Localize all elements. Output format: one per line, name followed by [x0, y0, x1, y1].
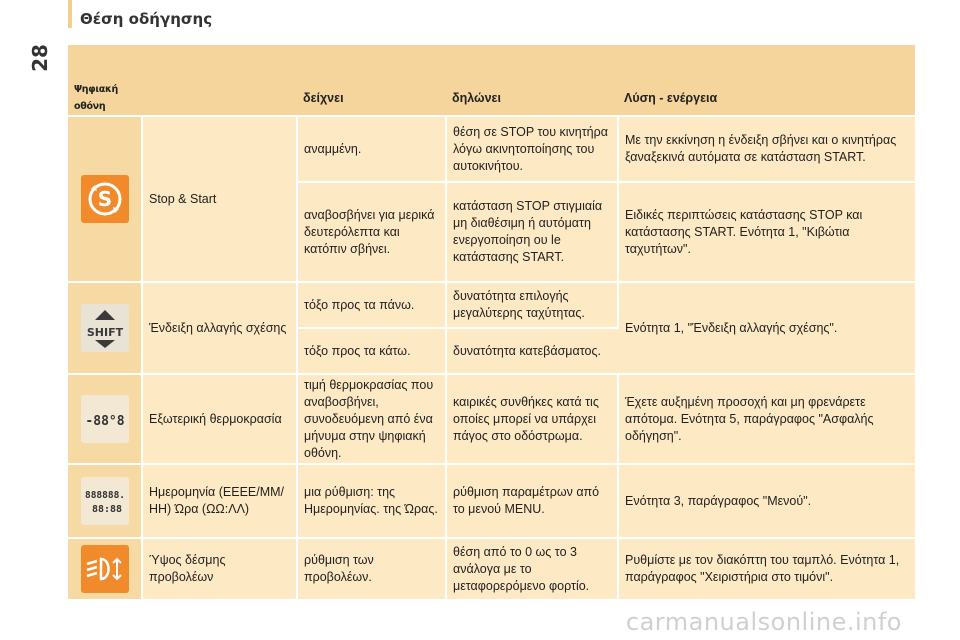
page-edge-marker [68, 0, 72, 28]
solution-cell: Έχετε αυξημένη προσοχή και μη φρενάρετε απότομα. Ενότητα 5, παράγραφος "Ασφαλής οδήγηση". [618, 374, 915, 464]
indicator-table [68, 81, 915, 601]
solution-cell: Ενότητα 1, "Ένδειξη αλλαγής σχέσης". [618, 282, 915, 374]
svg-text:-88°8: -88°8 [84, 414, 125, 429]
date-time-icon [81, 477, 129, 525]
header-means: δηλώνει [446, 81, 618, 116]
page-number: 28 [28, 44, 52, 72]
means-cell: καιρικές συνθήκες κατά τις οποίες μπορεί να υπάρχει πάγος στο οδόστρωμα. [446, 374, 618, 464]
shift-indicator-icon [81, 304, 129, 352]
icon-cell [68, 116, 142, 282]
means-cell: θέση από το 0 ως το 3 ανάλογα με το μεταφορερόμενο φορτίο. [446, 538, 618, 600]
table-row [68, 282, 915, 328]
icon-cell [68, 374, 142, 464]
header-screen: Ψηφιακή οθόνη [68, 81, 142, 116]
shows-cell: αναμμένη. [297, 116, 446, 182]
row-label: Ημερομηνία (ΕΕΕΕ/ΜΜ/ΗΗ) Ώρα (ΩΩ:ΛΛ) [142, 464, 297, 538]
header-indicator [142, 81, 297, 116]
row-label: Stop & Start [142, 116, 297, 282]
table-top-band [68, 45, 915, 81]
solution-cell: Ενότητα 3, παράγραφος "Μενού". [618, 464, 915, 538]
means-cell: κατάσταση STOP στιγμιαία μη διαθέσιμη ή αυτόματη ενεργοποίηση ου le κατάστασης START. [446, 182, 618, 282]
table-header-row [68, 81, 915, 116]
table-row [68, 538, 915, 600]
solution-cell: Ειδικές περιπτώσεις κατάστασης STOP και κατάστασης START. Ενότητα 1, "Κιβώτια ταχυτήτων". [618, 182, 915, 282]
means-cell: ρύθμιση παραμέτρων από το μενού MENU. [446, 464, 618, 538]
header-solution: Λύση - ενέργεια [618, 81, 915, 116]
shows-cell: μια ρύθμιση: της Ημερομηνίας. της Ώρας. [297, 464, 446, 538]
stop-start-icon [81, 175, 129, 223]
means-cell: θέση σε STOP του κινητήρα λόγω ακινητοποίησης του αυτοκινήτου. [446, 116, 618, 182]
section-title: Θέση οδήγησης [80, 10, 213, 28]
means-cell: δυνατότητα επιλογής μεγαλύτερης ταχύτητας. [446, 282, 618, 328]
table-row [68, 374, 915, 464]
means-cell: δυνατότητα κατεβάσματος. [446, 328, 618, 374]
headlamp-levelling-icon [81, 545, 129, 593]
svg-text:SHIFT: SHIFT [86, 326, 123, 339]
svg-text:888888.: 888888. [84, 490, 125, 501]
shows-cell: αναβοσβήνει για μερικά δευτερόλεπτα και κατόπιν σβήνει. [297, 182, 446, 282]
shows-cell: τόξο προς τα κάτω. [297, 328, 446, 374]
solution-cell: Με την εκκίνηση η ένδειξη σβήνει και ο κινητήρας ξαναξεκινά αυτόματα σε κατάσταση START. [618, 116, 915, 182]
svg-text:S: S [97, 187, 112, 211]
svg-text:88:88: 88:88 [91, 504, 122, 515]
row-label: Εξωτερική θερμοκρασία [142, 374, 297, 464]
icon-cell [68, 464, 142, 538]
outside-temperature-icon [81, 395, 129, 443]
row-label: Ένδειξη αλλαγής σχέσης [142, 282, 297, 374]
row-label: Ύψος δέσμης προβολέων [142, 538, 297, 600]
watermark: carmanualsonline.info [625, 608, 902, 636]
shows-cell: τιμή θερμοκρασίας που αναβοσβήνει, συνοδευόμενη από ένα μήνυμα στην ψηφιακή οθόνη. [297, 374, 446, 464]
shows-cell: ρύθμιση των προβολέων. [297, 538, 446, 600]
shows-cell: τόξο προς τα πάνω. [297, 282, 446, 328]
table-row [68, 464, 915, 538]
solution-cell: Ρυθμίστε με τον διακόπτη του ταμπλό. Ενότητα 1, παράγραφος "Χειριστήρια στο τιμόνι". [618, 538, 915, 600]
icon-cell [68, 282, 142, 374]
icon-cell [68, 538, 142, 600]
header-shows: δείχνει [297, 81, 446, 116]
table-row [68, 116, 915, 182]
